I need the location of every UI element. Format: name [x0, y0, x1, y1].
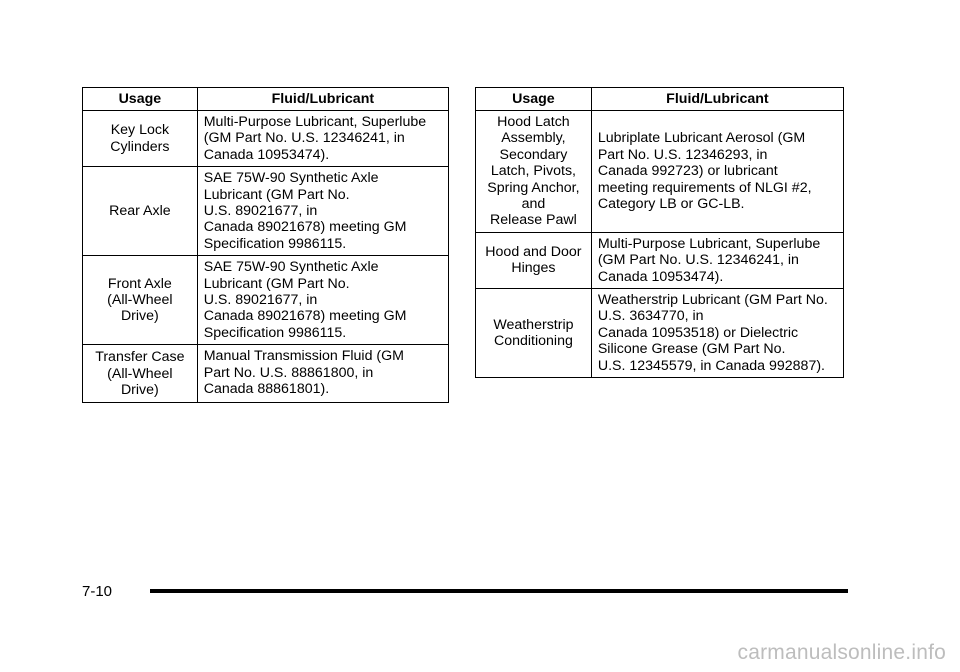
fluid-cell: SAE 75W-90 Synthetic Axle Lubricant (GM Part No. U.S. 89021677, in Canada 89021678) meeting GM Specification 9986115.: [197, 167, 448, 256]
footer-rule: [150, 589, 848, 593]
fluid-cell: Lubriplate Lubricant Aerosol (GM Part No. U.S. 12346293, in Canada 992723) or lubricant meeting requirements of NLGI #2, Category LB or GC-LB.: [591, 111, 843, 233]
fluid-cell: Weatherstrip Lubricant (GM Part No. U.S. 3634770, in Canada 10953518) or Dielectric Silicone Grease (GM Part No. U.S. 12345579, in Canada 992887).: [591, 289, 843, 378]
table-header-row: [83, 88, 449, 111]
usage-cell: Transfer Case (All-Wheel Drive): [83, 345, 198, 403]
usage-cell: Hood and Door Hinges: [476, 232, 592, 288]
table-row: [83, 345, 449, 403]
fluid-header: Fluid/Lubricant: [197, 88, 448, 111]
table-row: [476, 232, 844, 288]
table-row: [83, 111, 449, 167]
usage-cell: Front Axle (All-Wheel Drive): [83, 256, 198, 345]
fluid-cell: Multi-Purpose Lubricant, Superlube (GM Part No. U.S. 12346241, in Canada 10953474).: [197, 111, 448, 167]
fluid-cell: SAE 75W-90 Synthetic Axle Lubricant (GM Part No. U.S. 89021677, in Canada 89021678) meeting GM Specification 9986115.: [197, 256, 448, 345]
usage-cell: Rear Axle: [83, 167, 198, 256]
table-row: [476, 289, 844, 378]
page-number: 7-10: [82, 583, 113, 600]
usage-header: Usage: [476, 88, 592, 111]
lubricant-table-left: [82, 87, 449, 403]
usage-cell: Key Lock Cylinders: [83, 111, 198, 167]
table-header-row: [476, 88, 844, 111]
fluid-cell: Multi-Purpose Lubricant, Superlube (GM Part No. U.S. 12346241, in Canada 10953474).: [591, 232, 843, 288]
lubricant-table-right: [475, 87, 844, 378]
fluid-header: Fluid/Lubricant: [591, 88, 843, 111]
table-row: [476, 111, 844, 233]
table-row: [83, 256, 449, 345]
table-row: [83, 167, 449, 256]
usage-cell: Weatherstrip Conditioning: [476, 289, 592, 378]
fluid-cell: Manual Transmission Fluid (GM Part No. U.S. 88861800, in Canada 88861801).: [197, 345, 448, 403]
usage-cell: Hood Latch Assembly, Secondary Latch, Pivots, Spring Anchor, and Release Pawl: [476, 111, 592, 233]
watermark: carmanualsonline.info: [737, 641, 946, 664]
usage-header: Usage: [83, 88, 198, 111]
